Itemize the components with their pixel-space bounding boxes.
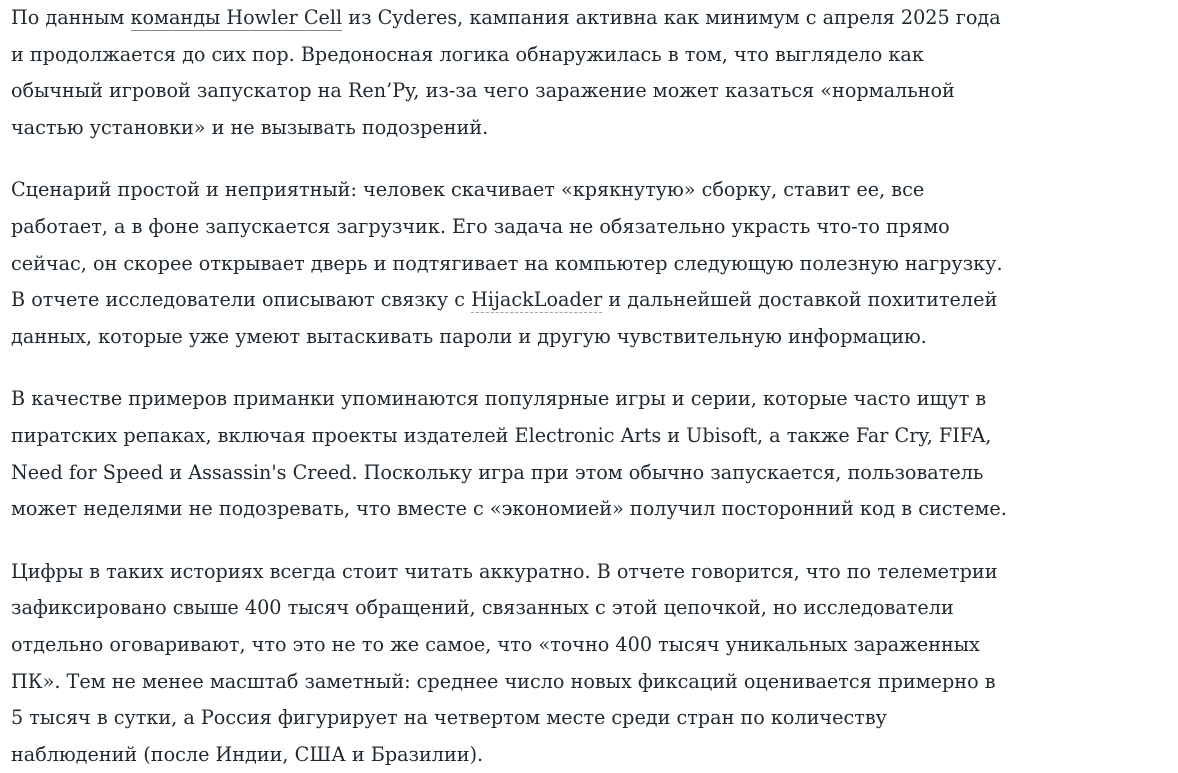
text-line: Цифры в таких историях всегда стоит читать аккуратно. В отчете говорится, что по телеметрии: [11, 559, 998, 583]
text-line: отдельно оговаривают, что это не то же самое, что «точно 400 тысяч уникальных зараженных: [11, 632, 980, 656]
text-line: зафиксировано свыше 400 тысяч обращений, связанных с этой цепочкой, но исследователи: [11, 596, 954, 620]
text-span: и дальнейшей доставкой похитителей: [602, 288, 998, 312]
text-line: В качестве примеров приманки упоминаются популярные игры и серии, которые часто ищут в: [11, 387, 987, 411]
text-line: [11, 0, 1121, 37]
howler-cell-link[interactable]: команды Howler Cell: [130, 6, 343, 29]
text-line: Сценарий простой и неприятный: человек скачивает «крякнутую» сборку, ставит ее, все: [11, 178, 925, 202]
text-line: сейчас, он скорее открывает дверь и подтягивает на компьютер следующую полезную нагрузку.: [11, 251, 1003, 275]
text-line: Need for Speed и Assassin's Creed. Поскольку игра при этом обычно запускается, пользователь: [11, 460, 984, 484]
text-line: 5 тысяч в сутки, а Россия фигурирует на четвертом месте среди стран по количеству: [11, 706, 887, 730]
text-line: частью установки» и не вызывать подозрений.: [11, 115, 489, 139]
text-span: из Cyderes, кампания активна как минимум с апреля 2025 года: [342, 6, 1001, 29]
text-line: пиратских репаках, включая проекты издателей Electronic Arts и Ubisoft, а также Far Cry, FIFA,: [11, 423, 992, 447]
text-line: [11, 282, 1121, 319]
paragraph-1: [11, 0, 1121, 146]
text-line: обычный игровой запускатор на Ren’Py, из-за чего заражение может казаться «нормальной: [11, 79, 955, 103]
text-span: В отчете исследователи описывают связку с: [11, 288, 472, 312]
paragraph-2: [11, 172, 1121, 355]
paragraph-4: [11, 554, 1121, 773]
paragraph-3: [11, 381, 1121, 527]
text-line: данных, которые уже умеют вытаскивать пароли и другую чувствительную информацию.: [11, 324, 927, 348]
text-line: работает, а в фоне запускается загрузчик. Его задача не обязательно украсть что-то прямо: [11, 214, 950, 238]
text-line: и продолжается до сих пор. Вредоносная логика обнаружилась в том, что выглядело как: [11, 42, 924, 66]
text-line: может неделями не подозревать, что вместе с «экономией» получил посторонний код в системе.: [11, 497, 1007, 521]
text-span: По данным: [11, 6, 131, 29]
text-line: наблюдений (после Индии, США и Бразилии).: [11, 742, 484, 766]
text-line: ПК». Тем не менее масштаб заметный: среднее число новых фиксаций оценивается примерно в: [11, 669, 996, 693]
hijackloader-link[interactable]: HijackLoader: [471, 288, 603, 312]
